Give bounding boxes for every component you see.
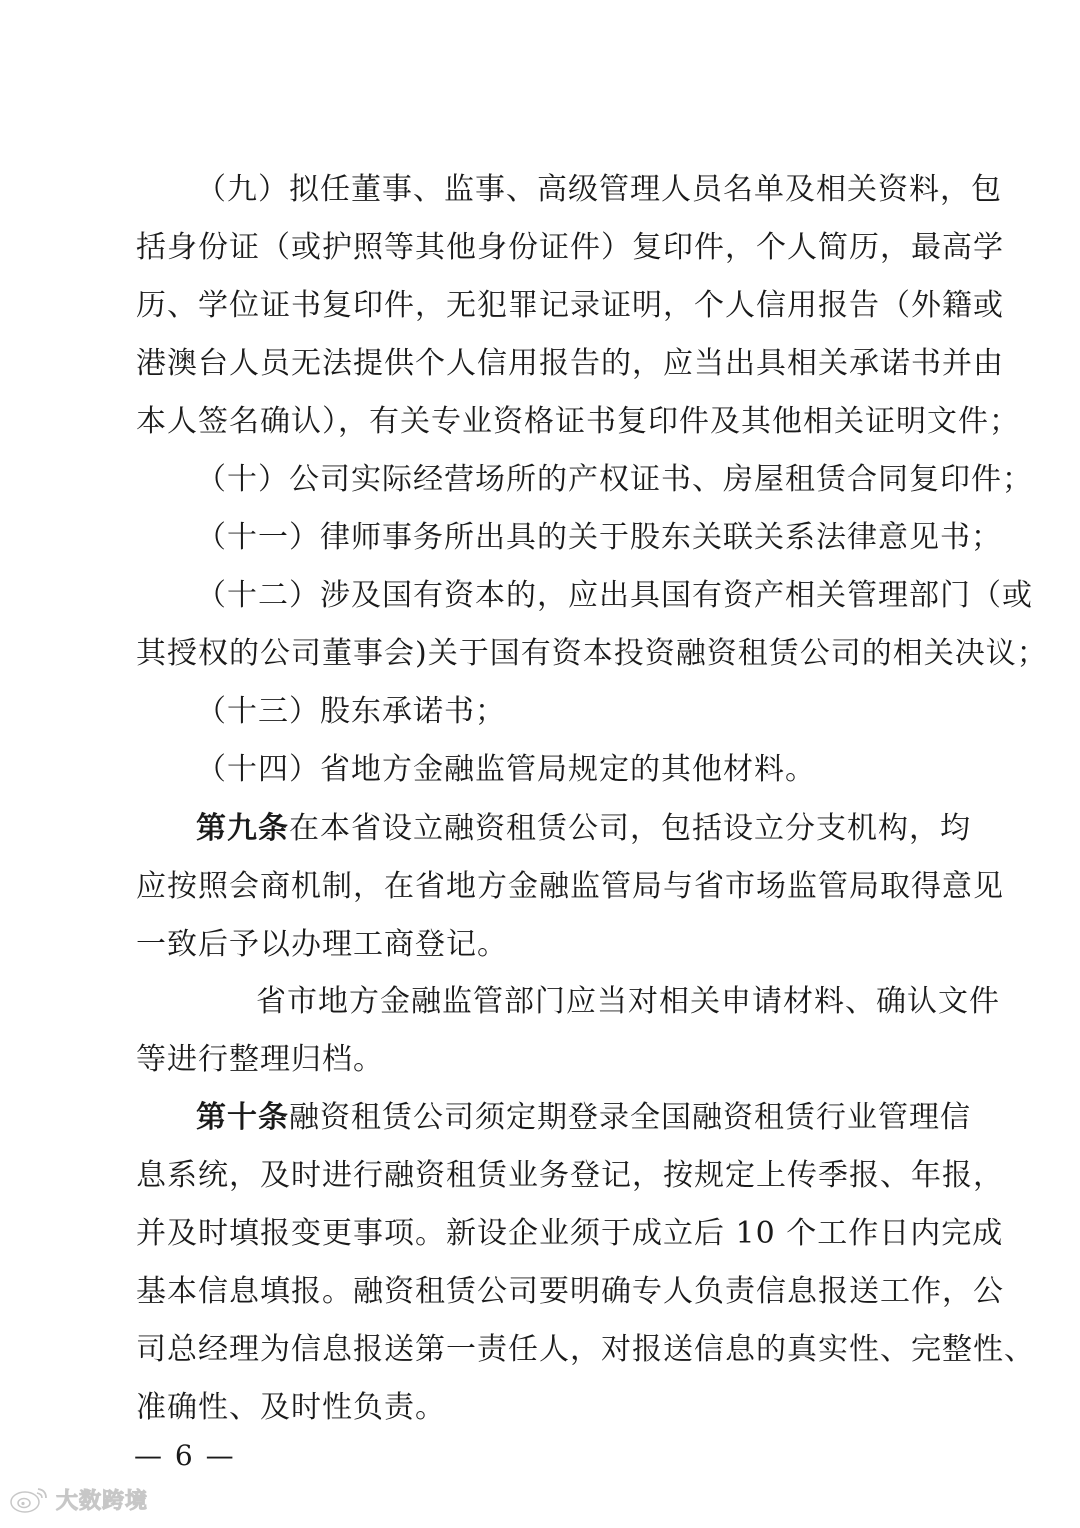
paragraph-line: （十二）涉及国有资本的，应出具国有资产相关管理部门（或 bbox=[196, 578, 1033, 613]
article-9-text: 在本省设立融资租赁公司，包括设立分支机构，均 bbox=[289, 811, 971, 846]
article-9-title: 第九条 bbox=[196, 811, 289, 846]
paragraph-line: （十）公司实际经营场所的产权证书、房屋租赁合同复印件； bbox=[196, 462, 1033, 497]
paragraph-line: （九）拟任董事、监事、高级管理人员名单及相关资料，包 bbox=[196, 172, 1002, 207]
page-number: — 6 — bbox=[134, 1439, 236, 1472]
article-10-text: 融资租赁公司须定期登录全国融资租赁行业管理信 bbox=[289, 1100, 971, 1135]
paragraph-line: （十三）股东承诺书； bbox=[196, 694, 506, 729]
paragraph-line: 本人签名确认），有关专业资格证书复印件及其他相关证明文件； bbox=[136, 404, 1020, 439]
watermark bbox=[8, 1482, 148, 1516]
paragraph-line: 准确性、及时性负责。 bbox=[136, 1390, 446, 1425]
paragraph-line: 并及时填报变更事项。新设企业须于成立后 10 个工作日内完成 bbox=[136, 1216, 1004, 1251]
article-10-title: 第十条 bbox=[196, 1100, 289, 1135]
weibo-logo-icon bbox=[8, 1484, 50, 1514]
article-10-first-line bbox=[196, 1089, 971, 1147]
paragraph-line: 应按照会商机制，在省地方金融监管局与省市场监管局取得意见 bbox=[136, 869, 1004, 904]
paragraph-line: 括身份证（或护照等其他身份证件）复印件，个人简历，最高学 bbox=[136, 230, 1004, 265]
paragraph-line: 港澳台人员无法提供个人信用报告的，应当出具相关承诺书并由 bbox=[136, 346, 1004, 381]
paragraph-line: 历、学位证书复印件，无犯罪记录证明，个人信用报告（外籍或 bbox=[136, 288, 1004, 323]
paragraph-line: 一致后予以办理工商登记。 bbox=[136, 927, 508, 962]
article-9-first-line bbox=[196, 800, 971, 858]
paragraph-line: 其授权的公司董事会)关于国有资本投资融资租赁公司的相关决议； bbox=[136, 636, 1048, 671]
paragraph-line: （十一）律师事务所出具的关于股东关联关系法律意见书； bbox=[196, 520, 1002, 555]
paragraph-line: 省市地方金融监管部门应当对相关申请材料、确认文件 bbox=[256, 984, 1000, 1019]
watermark-text: 大数跨境 bbox=[56, 1488, 149, 1514]
paragraph-line: 司总经理为信息报送第一责任人，对报送信息的真实性、完整性、 bbox=[136, 1332, 1035, 1367]
paragraph-line: 息系统，及时进行融资租赁业务登记，按规定上传季报、年报， bbox=[136, 1158, 1004, 1193]
paragraph-line: 等进行整理归档。 bbox=[136, 1042, 384, 1077]
paragraph-line: 基本信息填报。融资租赁公司要明确专人负责信息报送工作，公 bbox=[136, 1274, 1004, 1309]
paragraph-line: （十四）省地方金融监管局规定的其他材料。 bbox=[196, 752, 816, 787]
